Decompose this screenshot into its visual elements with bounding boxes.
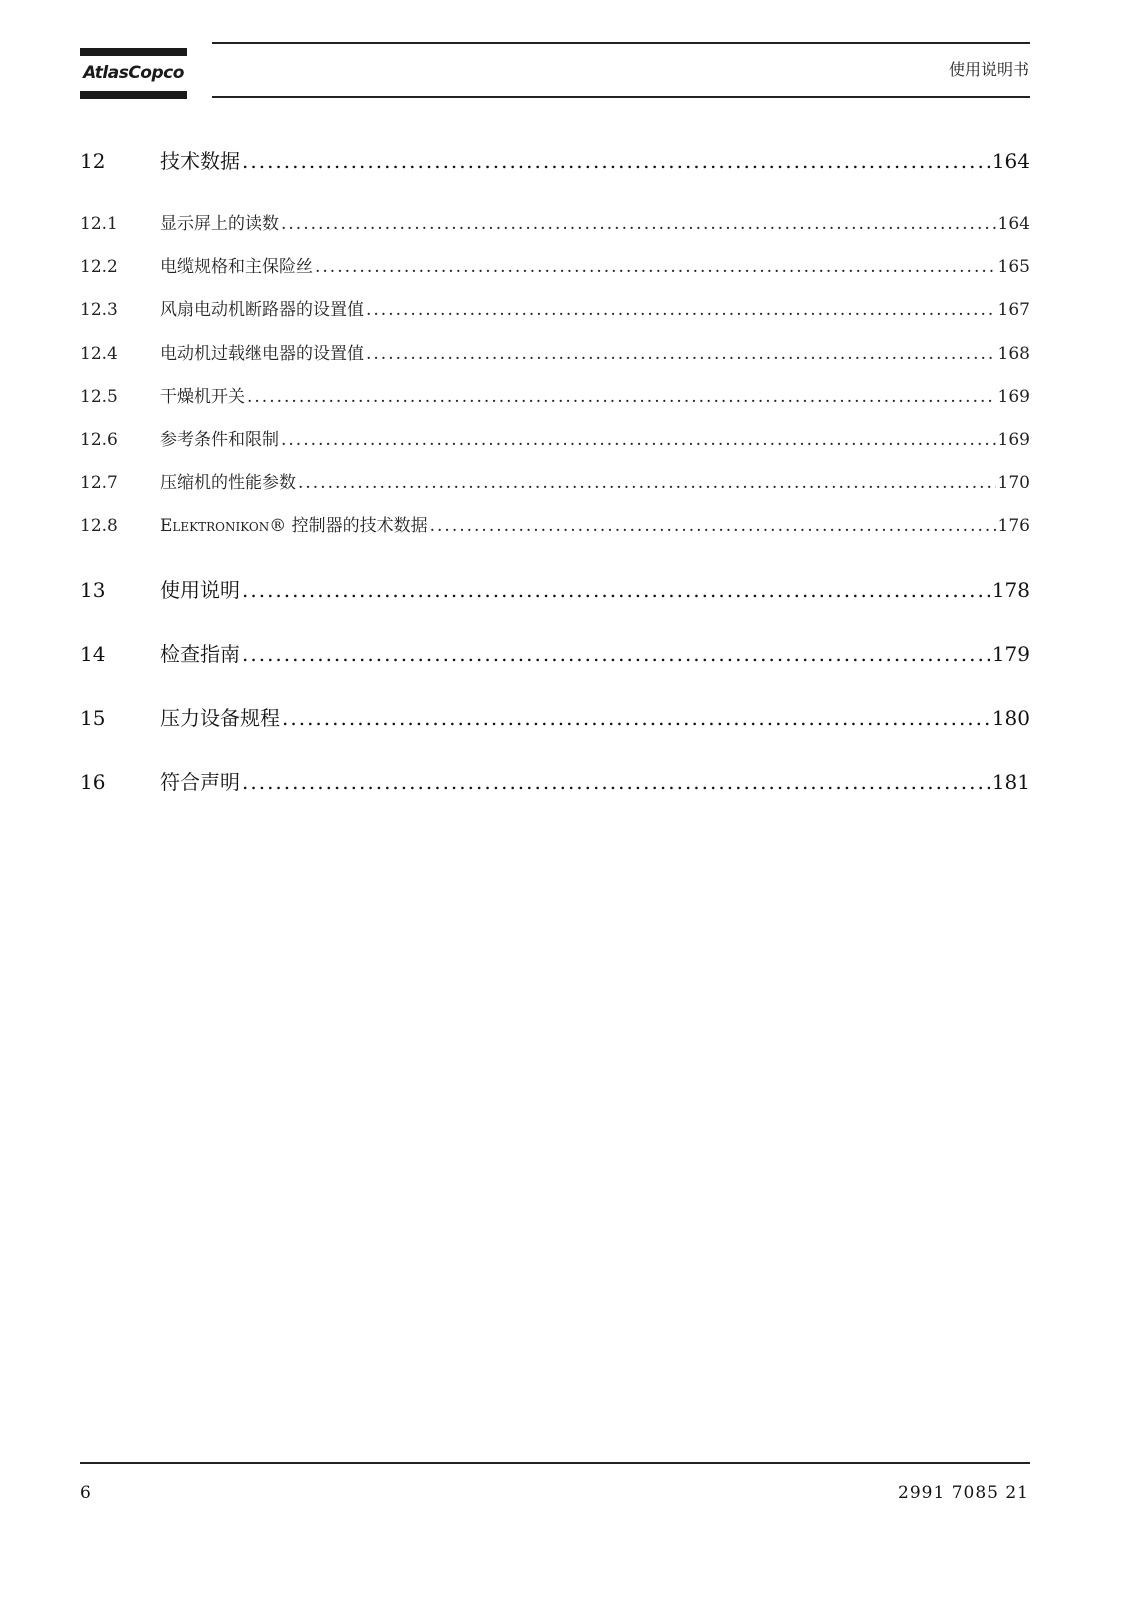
- footer-document-number: 2991 7085 21: [898, 1483, 1029, 1503]
- toc-page-number: 170: [997, 473, 1030, 493]
- toc-entry[interactable]: [80, 256, 1030, 278]
- toc-entry[interactable]: [80, 472, 1030, 494]
- toc-entry[interactable]: [80, 577, 1030, 603]
- toc-section-number: 15: [80, 706, 106, 730]
- toc-section-title: 风扇电动机断路器的设置值: [160, 300, 364, 320]
- toc-section-title: 技术数据: [160, 149, 240, 173]
- toc-page-number: 169: [997, 430, 1030, 450]
- toc-section-title: 符合声明: [160, 770, 240, 794]
- toc-entry[interactable]: [80, 386, 1030, 408]
- toc-entry[interactable]: [80, 343, 1030, 365]
- toc-section-title: 显示屏上的读数: [160, 214, 279, 234]
- toc-section-title: 压力设备规程: [160, 706, 280, 730]
- logo-bottom-bar: [80, 91, 187, 99]
- toc-page-number: 164: [991, 149, 1030, 173]
- toc-dot-leader: [242, 577, 990, 603]
- document-type-title: 使用说明书: [948, 60, 1029, 79]
- toc-entry[interactable]: [80, 429, 1030, 451]
- footer-rule: [80, 1462, 1030, 1464]
- toc-page-number: 181: [991, 770, 1030, 794]
- toc-dot-leader: [242, 148, 990, 174]
- toc-page-number: 179: [991, 642, 1030, 666]
- toc-section-title: 压缩机的性能参数: [160, 473, 296, 493]
- header-top-rule: [212, 42, 1030, 44]
- elektronikon-brand-name: Elektronikon®: [160, 516, 287, 536]
- toc-page-number: 178: [991, 578, 1030, 602]
- toc-dot-leader: [282, 705, 990, 731]
- toc-section-title: 电动机过载继电器的设置值: [160, 344, 364, 364]
- toc-page-number: 180: [991, 706, 1030, 730]
- toc-page-number: 169: [997, 387, 1030, 407]
- toc-section-title: 检查指南: [160, 642, 240, 666]
- toc-page-number: 165: [997, 257, 1030, 277]
- logo-top-bar: [80, 48, 187, 56]
- toc-section-title: [160, 515, 428, 537]
- toc-section-number: 16: [80, 770, 106, 794]
- toc-dot-leader: [242, 769, 990, 795]
- toc-section-number: 13: [80, 578, 106, 602]
- toc-entry[interactable]: [80, 515, 1030, 537]
- toc-section-number: 12.8: [80, 516, 118, 536]
- atlas-copco-logo: [80, 48, 187, 99]
- toc-entry[interactable]: [80, 213, 1030, 235]
- toc-dot-leader: [430, 515, 996, 537]
- logo-wordmark: AtlasCopco: [83, 63, 184, 83]
- toc-entry[interactable]: [80, 641, 1030, 667]
- toc-section-number: 14: [80, 642, 106, 666]
- toc-page-number: 168: [997, 344, 1030, 364]
- toc-section-number: 12.3: [80, 300, 118, 320]
- toc-page-number: 167: [997, 300, 1030, 320]
- toc-section-title: 参考条件和限制: [160, 430, 279, 450]
- toc-section-number: 12.2: [80, 257, 118, 277]
- toc-section-number: 12: [80, 149, 106, 173]
- toc-section-number: 12.7: [80, 473, 118, 493]
- toc-section-title: 使用说明: [160, 578, 240, 602]
- toc-entry[interactable]: [80, 769, 1030, 795]
- toc-section-number: 12.4: [80, 344, 118, 364]
- toc-page-number: 176: [997, 516, 1030, 536]
- toc-dot-leader: [247, 386, 996, 408]
- toc-dot-leader: [366, 343, 996, 365]
- toc-entry[interactable]: [80, 148, 1030, 174]
- toc-page-number: 164: [997, 214, 1030, 234]
- toc-section-number: 12.1: [80, 214, 118, 234]
- header-bottom-rule: [212, 96, 1030, 98]
- footer-page-number: 6: [80, 1483, 91, 1503]
- toc-section-number: 12.6: [80, 430, 118, 450]
- toc-dot-leader: [366, 299, 996, 321]
- toc-entry[interactable]: [80, 705, 1030, 731]
- toc-dot-leader: [298, 472, 996, 494]
- toc-section-title: 干燥机开关: [160, 387, 245, 407]
- toc-section-title: 电缆规格和主保险丝: [160, 257, 313, 277]
- toc-section-title-text: 控制器的技术数据: [286, 516, 428, 536]
- toc-entry[interactable]: [80, 299, 1030, 321]
- toc-dot-leader: [315, 256, 996, 278]
- toc-section-number: 12.5: [80, 387, 118, 407]
- toc-dot-leader: [281, 429, 996, 451]
- toc-dot-leader: [242, 641, 990, 667]
- toc-dot-leader: [281, 213, 996, 235]
